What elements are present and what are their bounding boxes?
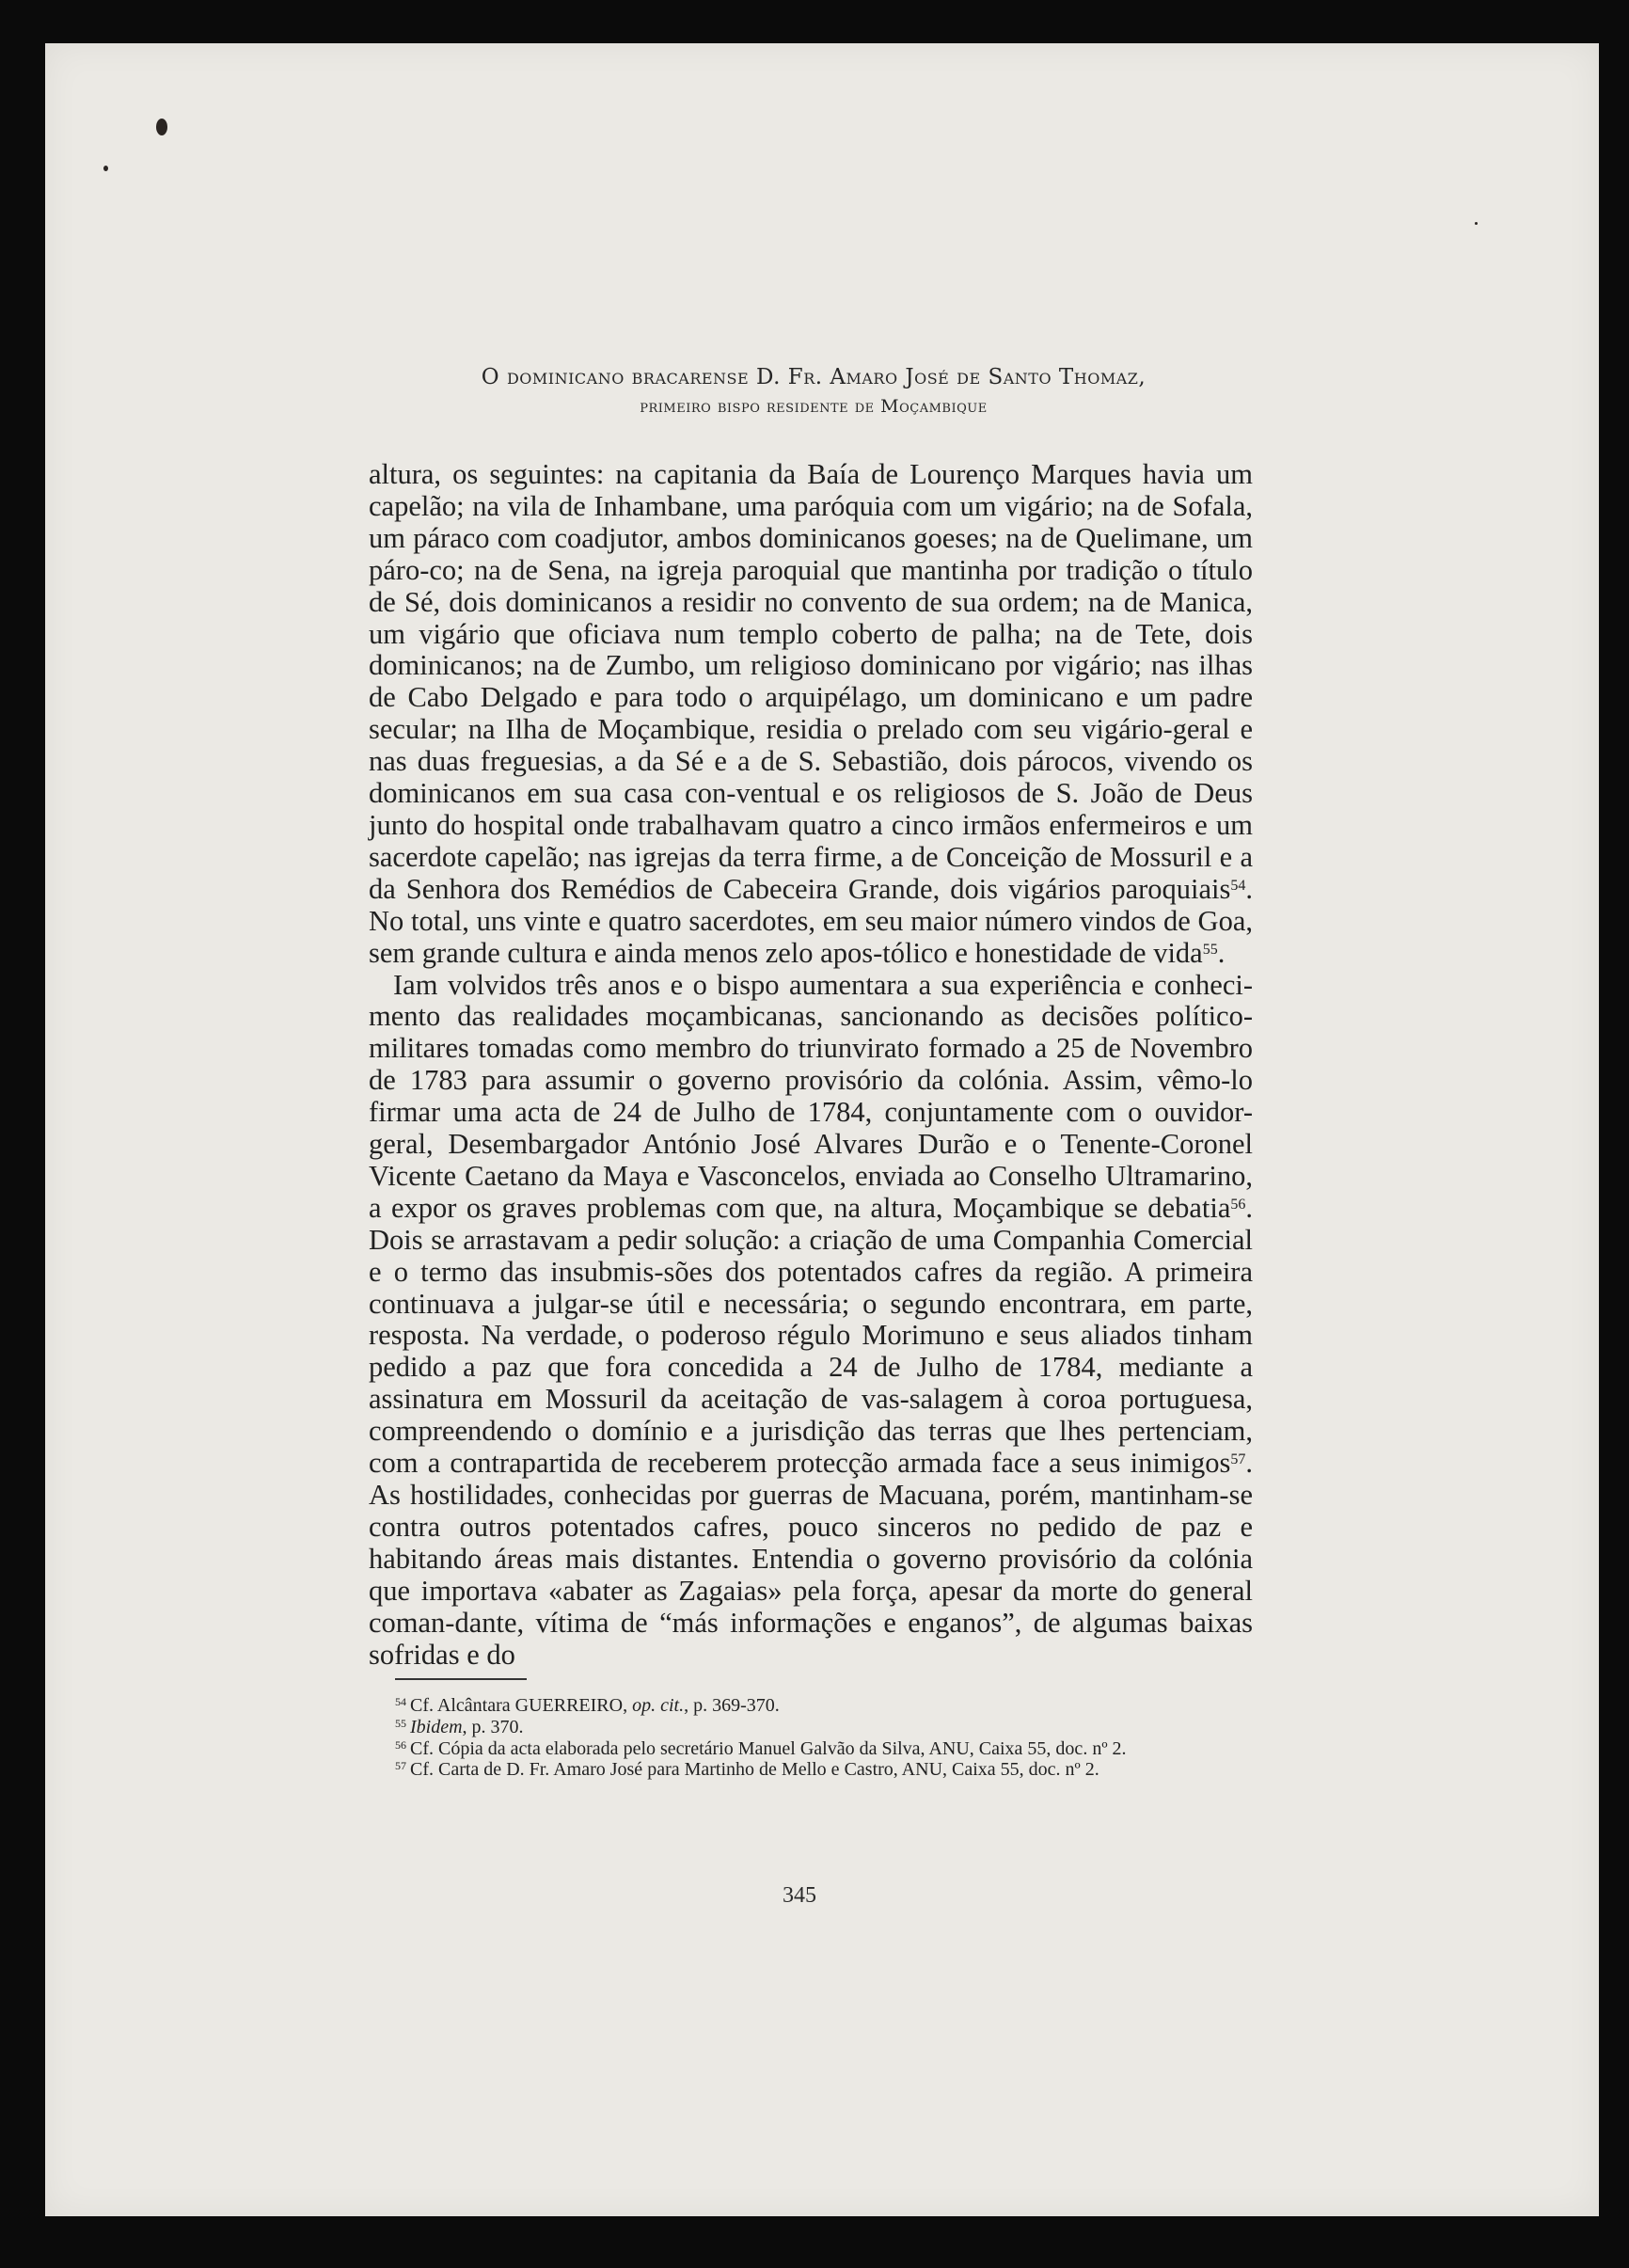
footnote-text-rest: , p. 369-370.	[684, 1695, 780, 1716]
paragraph-text: .	[1217, 936, 1226, 969]
paragraph	[369, 459, 1253, 970]
footnote-text: Cf. Cópia da acta elaborada pelo secretário Manuel Galvão da Silva, ANU, Caixa 55, doc. nº 2.	[410, 1737, 1127, 1759]
footnote-ref: 56	[1230, 1196, 1246, 1213]
footnote	[395, 1738, 1242, 1760]
footnote-text: Cf. Carta de D. Fr. Amaro José para Martinho de Mello e Castro, ANU, Caixa 55, doc. nº 2.	[410, 1759, 1099, 1781]
footnote-number: 56	[395, 1737, 406, 1752]
paragraph-text: . Dois se arrastavam a pedir solução: a criação de uma Companhia Comercial e o termo das insubmis-sões dos potentados cafres da região. A primeira continuava a julgar-se útil e necessária; o segundo encontrara, em parte, resposta. Na verdade, o poderoso régulo Morimuno e seus aliados tinham pedido a paz que fora concedida a 24 de Julho de 1784, mediante a assinatura em Mossuril da aceitação de vas-salagem à coroa portuguesa, compreendendo o domínio e a jurisdição das terras que lhes pertenciam, com a contrapartida de receberem protecção armada face a seus inimigos	[369, 1191, 1253, 1480]
main-text	[369, 459, 1253, 1671]
footnote-ref: 57	[1230, 1451, 1246, 1468]
running-head-subtitle: primeiro bispo residente de Moçambique	[640, 396, 988, 417]
footnotes	[395, 1695, 1242, 1781]
paragraph-text: . As hostilidades, conhecidas por guerras de Macuana, porém, mantinham-se contra outros potentados cafres, pouco sinceros no pedido de paz e habitando áreas mais distantes. Entendia o governo provisório da colónia que importava «abater as Zagaias» pela força, apesar da morte do general coman-dante, vítima de “más informações e enganos”, de algumas baixas sofridas e do	[369, 1447, 1253, 1671]
footnote-italic: Ibidem	[410, 1716, 463, 1737]
footnote-italic: op. cit.	[632, 1695, 685, 1716]
footnote-text-rest: , p. 370.	[462, 1716, 524, 1737]
footnote	[395, 1695, 1242, 1717]
ink-speck	[103, 166, 108, 171]
running-head-title: O dominicano bracarense D. Fr. Amaro José de Santo Thomaz,	[481, 365, 1147, 389]
footnote-rule	[395, 1678, 527, 1680]
ink-speck	[1475, 222, 1478, 225]
page-number: 345	[783, 1883, 816, 1908]
footnote-number: 54	[395, 1695, 406, 1708]
paragraph	[369, 970, 1253, 1672]
footnote	[395, 1717, 1242, 1738]
ink-speck	[156, 119, 167, 135]
paragraph-text: altura, os seguintes: na capitania da Baía de Lourenço Marques havia um capelão; na vila de Inhambane, uma paróquia com um vigário; na de Sofala, um páraco com coadjutor, ambos dominicanos goeses; na de Quelimane, um páro-co; na de Sena, na igreja paroquial que mantinha por tradição o título de Sé, dois dominicanos a residir no convento de sua ordem; na de Manica, um vigário que oficiava num templo coberto de palha; na de Tete, dois dominicanos; na de Zumbo, um religioso dominicano por vigário; nas ilhas de Cabo Delgado e para todo o arquipélago, um dominicano e um padre secular; na Ilha de Moçambique, residia o prelado com seu vigário-geral e nas duas freguesias, a da Sé e a de S. Sebastião, dois párocos, vivendo os dominicanos em sua casa con-ventual e os religiosos de S. João de Deus junto do hospital onde trabalhavam quatro a cinco irmãos enfermeiros e um sacerdote capelão; nas igrejas da terra firme, a de Conceição de Mossuril e a da Senhora dos Remédios de Cabeceira Grande, dois vigários paroquiais	[369, 458, 1253, 905]
footnote-text: Cf. Alcântara GUERREIRO,	[410, 1695, 633, 1716]
footnote-ref: 55	[1202, 941, 1218, 958]
paragraph-text: . No total, uns vinte e quatro sacerdotes, em seu maior número vindos de Goa, sem grande cultura e ainda menos zelo apos-tólico e honestidade de vida	[369, 872, 1253, 969]
footnote-ref: 54	[1230, 877, 1246, 894]
footnote-number: 55	[395, 1716, 406, 1730]
footnote	[395, 1759, 1242, 1781]
footnote-number: 57	[395, 1759, 406, 1773]
paragraph-text: Iam volvidos três anos e o bispo aumentara a sua experiência e conheci-mento das realidades moçambicanas, sancionando as decisões político-militares tomadas como membro do triunvirato formado a 25 de Novembro de 1783 para assumir o governo provisório da colónia. Assim, vêmo-lo firmar uma acta de 24 de Julho de 1784, conjuntamente com o ouvidor-geral, Desembargador António José Alvares Durão e o Tenente-Coronel Vicente Caetano da Maya e Vasconcelos, enviada ao Conselho Ultramarino, a expor os graves problemas com que, na altura, Moçambique se debatia	[369, 968, 1253, 1224]
